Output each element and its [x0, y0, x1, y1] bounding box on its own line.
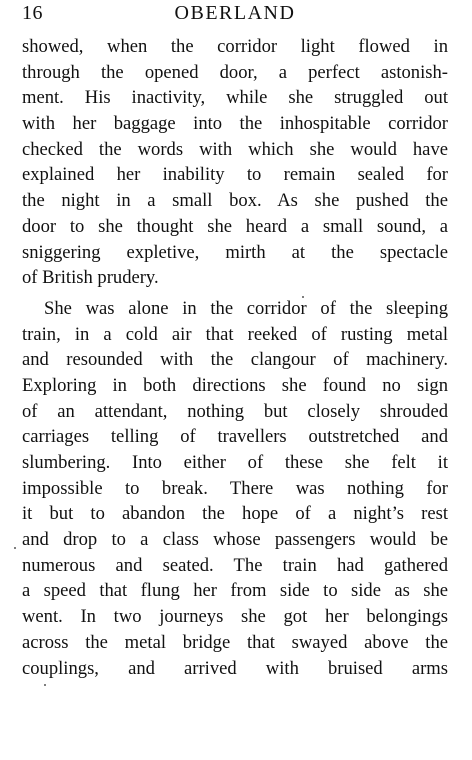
print-speck [302, 296, 304, 298]
text-line: ment. His inactivity, while she struggled out [22, 87, 448, 109]
text-line: sniggering expletive, mirth at the spectacle [22, 241, 448, 263]
text-line: the night in a small box. As she pushed the [22, 190, 448, 212]
text-line: She was alone in the corridor of the sleeping [44, 297, 448, 319]
text-line: went. In two journeys she got her belongings [22, 606, 448, 628]
text-line: numerous and seated. The train had gathered [22, 554, 448, 576]
text-line: Exploring in both directions she found no sign [22, 374, 448, 396]
text-line: showed, when the corridor light flowed in [22, 36, 448, 57]
text-line: impossible to break. There was nothing for [22, 477, 448, 499]
text-line: and resounded with the clangour of machinery. [22, 349, 448, 371]
text-line: across the metal bridge that swayed above the [22, 631, 448, 653]
text-line: through the opened door, a perfect astonish- [22, 61, 448, 83]
text-line: checked the words with which she would have [22, 138, 448, 160]
print-speck [14, 547, 16, 549]
page-header [22, 0, 448, 28]
text-line: with her baggage into the inhospitable corridor [22, 113, 448, 135]
text-line: it but to abandon the hope of a night’s rest [22, 503, 448, 525]
text-line: door to she thought she heard a small sound, a [22, 215, 448, 237]
running-title: OBERLAND [174, 2, 296, 24]
text-line: and drop to a class whose passengers would be [22, 529, 448, 551]
text-line: couplings, and arrived with bruised arms [22, 657, 448, 679]
paragraph-1 [22, 34, 448, 291]
text-line: slumbering. Into either of these she felt it [22, 452, 448, 473]
text-line: explained her inability to remain sealed for [22, 164, 448, 186]
text-line: carriages telling of travellers outstretched and [22, 426, 448, 448]
text-line: of British prudery. [22, 267, 159, 289]
body-text [22, 34, 448, 681]
paragraph-2 [22, 296, 448, 681]
print-speck [44, 684, 46, 686]
text-line: of an attendant, nothing but closely shrouded [22, 400, 448, 422]
page-number: 16 [22, 2, 43, 24]
text-line: train, in a cold air that reeked of rusting metal [22, 323, 448, 345]
text-line: a speed that flung her from side to side as she [22, 580, 448, 602]
